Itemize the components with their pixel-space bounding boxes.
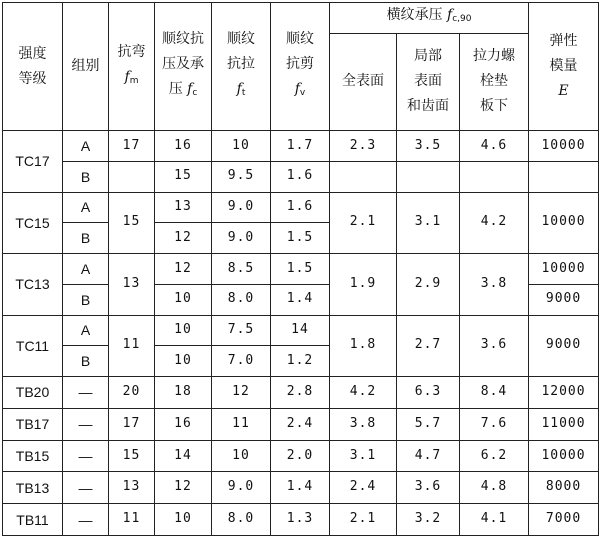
fv-cell: 1.5	[271, 223, 330, 254]
c90-full-cell	[330, 161, 397, 192]
ft-cell: 8.0	[212, 504, 271, 536]
modulus-cell: 10000	[529, 131, 599, 162]
modulus-cell: 9000	[529, 315, 599, 377]
c90-bolt-cell: 3.6	[460, 315, 529, 377]
c90-local-cell: 2.7	[397, 315, 460, 377]
table-row	[3, 504, 599, 536]
fv-cell: 1.6	[271, 161, 330, 192]
group-cell: B	[63, 161, 109, 192]
group-cell: A	[63, 131, 109, 162]
fm-cell: 15	[109, 192, 155, 254]
header-cross-local: 局部 表面 和齿面	[397, 33, 460, 130]
fv-cell: 14	[271, 315, 330, 346]
group-cell: B	[63, 223, 109, 254]
c90-full-cell: 1.8	[330, 315, 397, 377]
c90-local-cell: 2.9	[397, 254, 460, 316]
table-row	[3, 472, 599, 504]
c90-bolt-cell: 8.4	[460, 377, 529, 409]
c90-local-cell: 6.3	[397, 377, 460, 409]
fv-cell: 1.7	[271, 131, 330, 162]
table-row	[3, 192, 599, 223]
c90-bolt-cell	[460, 161, 529, 192]
grade-cell: TB11	[3, 504, 63, 536]
c90-full-cell: 1.9	[330, 254, 397, 316]
header-cross-full: 全表面	[330, 33, 397, 130]
header-cross-bolt: 拉力螺 栓垫 板下	[460, 33, 529, 130]
fc-cell: 16	[155, 131, 212, 162]
fc-cell: 14	[155, 440, 212, 472]
c90-local-cell: 3.5	[397, 131, 460, 162]
c90-bolt-cell: 4.1	[460, 504, 529, 536]
table-row	[3, 440, 599, 472]
c90-full-cell: 2.1	[330, 504, 397, 536]
fc-cell: 10	[155, 346, 212, 377]
fc-cell: 10	[155, 504, 212, 536]
group-cell: —	[63, 504, 109, 536]
c90-bolt-cell: 4.2	[460, 192, 529, 254]
modulus-cell: 10000	[529, 192, 599, 254]
group-cell: B	[63, 284, 109, 315]
c90-bolt-cell: 6.2	[460, 440, 529, 472]
fv-cell: 1.3	[271, 504, 330, 536]
fm-cell: 17	[109, 408, 155, 440]
modulus-cell: 10000	[529, 440, 599, 472]
fv-cell: 1.2	[271, 346, 330, 377]
table-row	[3, 315, 599, 346]
c90-local-cell: 4.7	[397, 440, 460, 472]
group-cell: —	[63, 377, 109, 409]
c90-local-cell: 3.6	[397, 472, 460, 504]
table-row	[3, 377, 599, 409]
header-compression: 顺纹抗 压及承 压 $f_c$	[155, 3, 212, 131]
fc-cell: 12	[155, 223, 212, 254]
fv-cell: 2.0	[271, 440, 330, 472]
grade-cell: TB20	[3, 377, 63, 409]
modulus-cell	[529, 161, 599, 192]
group-cell: —	[63, 472, 109, 504]
modulus-cell: 12000	[529, 377, 599, 409]
grade-cell: TB13	[3, 472, 63, 504]
fc-cell: 10	[155, 284, 212, 315]
header-cross-grain: 横纹承压 $f_{c,90}$	[330, 3, 529, 34]
grade-cell: TC13	[3, 254, 63, 316]
ft-cell: 11	[212, 408, 271, 440]
c90-local-cell: 3.1	[397, 192, 460, 254]
header-grade: 强度 等级	[3, 3, 63, 131]
header-tension: 顺纹 抗拉 $f_t$	[212, 3, 271, 131]
ft-cell: 9.0	[212, 472, 271, 504]
ft-cell: 9.0	[212, 192, 271, 223]
modulus-cell: 8000	[529, 472, 599, 504]
header-bending: 抗弯 $f_m$	[109, 3, 155, 131]
modulus-cell: 9000	[529, 284, 599, 315]
ft-cell: 10	[212, 440, 271, 472]
fv-cell: 2.8	[271, 377, 330, 409]
ft-cell: 10	[212, 131, 271, 162]
fm-cell: 13	[109, 254, 155, 316]
c90-full-cell: 2.1	[330, 192, 397, 254]
ft-cell: 8.0	[212, 284, 271, 315]
table-row	[3, 254, 599, 285]
grade-cell: TC15	[3, 192, 63, 254]
fm-cell	[109, 161, 155, 192]
grade-cell: TC17	[3, 131, 63, 193]
fv-cell: 1.6	[271, 192, 330, 223]
fm-cell: 17	[109, 131, 155, 162]
table-row	[3, 161, 599, 192]
ft-cell: 9.5	[212, 161, 271, 192]
c90-local-cell	[397, 161, 460, 192]
fc-cell: 18	[155, 377, 212, 409]
fm-cell: 20	[109, 377, 155, 409]
fc-cell: 15	[155, 161, 212, 192]
strength-table	[2, 2, 599, 536]
fv-cell: 1.5	[271, 254, 330, 285]
c90-bolt-cell: 4.6	[460, 131, 529, 162]
ft-cell: 9.0	[212, 223, 271, 254]
modulus-cell: 10000	[529, 254, 599, 285]
table-row	[3, 408, 599, 440]
fm-cell: 11	[109, 504, 155, 536]
c90-bolt-cell: 7.6	[460, 408, 529, 440]
c90-full-cell: 2.3	[330, 131, 397, 162]
ft-cell: 12	[212, 377, 271, 409]
grade-cell: TC11	[3, 315, 63, 377]
modulus-cell: 11000	[529, 408, 599, 440]
c90-full-cell: 2.4	[330, 472, 397, 504]
c90-full-cell: 3.8	[330, 408, 397, 440]
fm-cell: 11	[109, 315, 155, 377]
grade-cell: TB15	[3, 440, 63, 472]
ft-cell: 8.5	[212, 254, 271, 285]
ft-cell: 7.0	[212, 346, 271, 377]
c90-full-cell: 3.1	[330, 440, 397, 472]
fv-cell: 2.4	[271, 408, 330, 440]
fc-cell: 13	[155, 192, 212, 223]
group-cell: B	[63, 346, 109, 377]
fc-cell: 16	[155, 408, 212, 440]
header-shear: 顺纹 抗剪 $f_v$	[271, 3, 330, 131]
fm-cell: 15	[109, 440, 155, 472]
fc-cell: 10	[155, 315, 212, 346]
c90-bolt-cell: 3.8	[460, 254, 529, 316]
header-modulus: 弹性 模量 E	[529, 3, 599, 131]
modulus-cell: 7000	[529, 504, 599, 536]
fc-cell: 12	[155, 472, 212, 504]
fc-cell: 12	[155, 254, 212, 285]
group-cell: A	[63, 192, 109, 223]
group-cell: A	[63, 315, 109, 346]
c90-bolt-cell: 4.8	[460, 472, 529, 504]
header-group: 组别	[63, 3, 109, 131]
grade-cell: TB17	[3, 408, 63, 440]
c90-local-cell: 3.2	[397, 504, 460, 536]
c90-local-cell: 5.7	[397, 408, 460, 440]
group-cell: —	[63, 440, 109, 472]
ft-cell: 7.5	[212, 315, 271, 346]
fv-cell: 1.4	[271, 472, 330, 504]
fm-cell: 13	[109, 472, 155, 504]
group-cell: A	[63, 254, 109, 285]
group-cell: —	[63, 408, 109, 440]
fv-cell: 1.4	[271, 284, 330, 315]
table-row	[3, 131, 599, 162]
c90-full-cell: 4.2	[330, 377, 397, 409]
